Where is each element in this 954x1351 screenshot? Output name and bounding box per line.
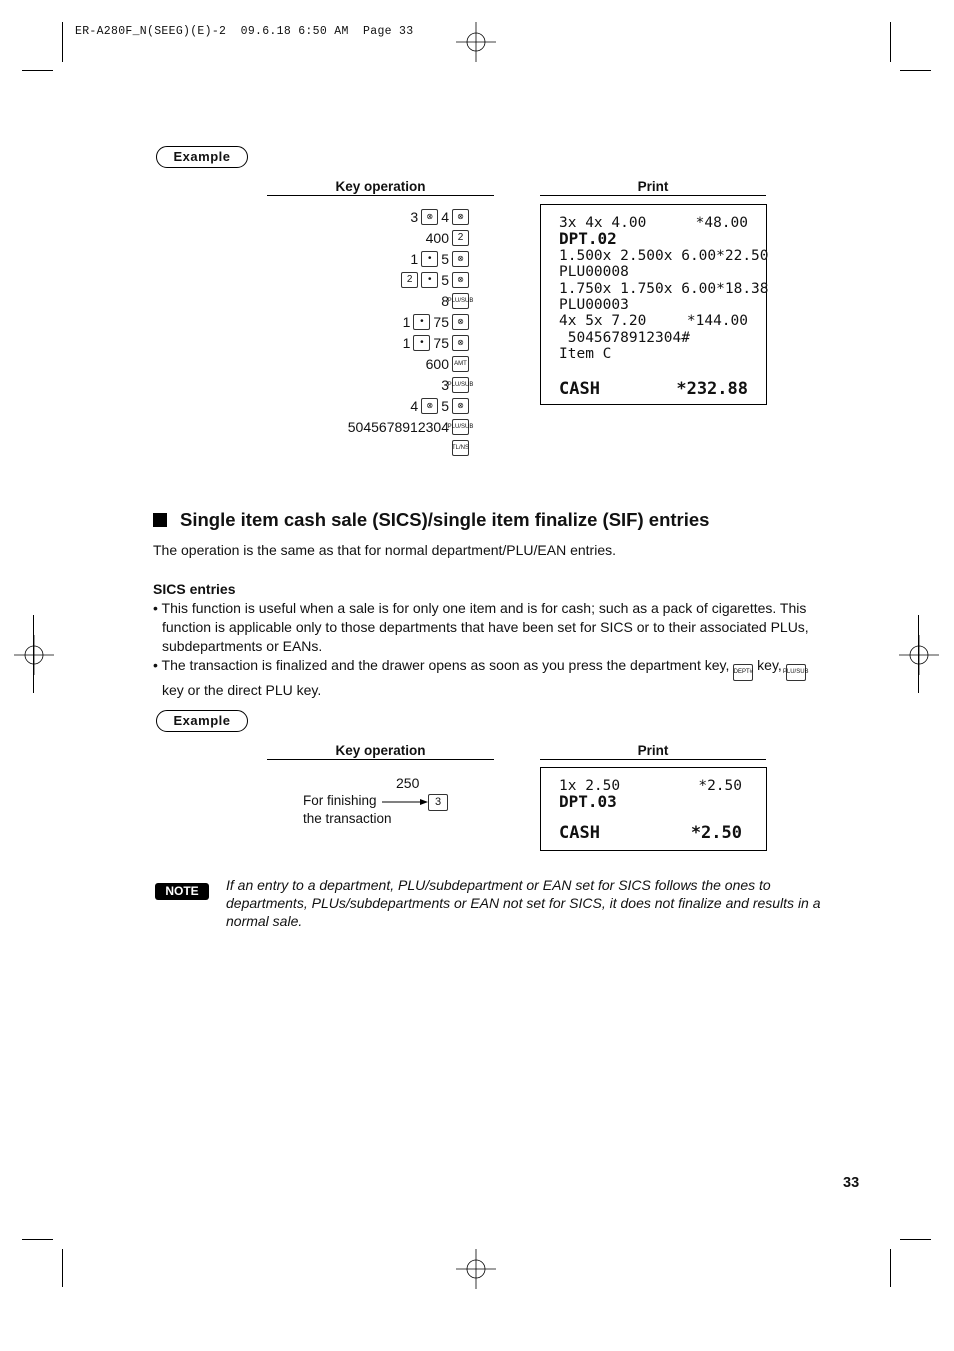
receipt-line-left: 1x 2.50 — [559, 778, 621, 794]
dept-key-icon: DEPT# — [733, 664, 753, 681]
multiply-key-icon: ⊗ — [452, 398, 469, 414]
key-row — [348, 227, 469, 248]
receipt-line — [559, 264, 748, 280]
register-key: PLU/SUB — [452, 293, 469, 309]
register-key: PLU/SUB — [452, 419, 469, 435]
section-title: Single item cash sale (SICS)/single item finalize (SIF) entries — [180, 509, 710, 530]
key-digits: 400 — [425, 229, 449, 246]
receipt-line-right: *144.00 — [686, 313, 748, 330]
key-row — [348, 248, 469, 269]
receipt-line-right: *18.38 — [716, 280, 769, 297]
key-row — [348, 395, 469, 416]
print-title-2: Print — [637, 743, 669, 758]
receipt-line-left: DPT.03 — [559, 792, 617, 812]
receipt-line-left: DPT.02 — [559, 229, 617, 249]
key-row — [348, 269, 469, 290]
print-rule-2 — [540, 759, 766, 760]
receipt-line-left: PLU00008 — [559, 264, 629, 281]
receipt-line — [559, 247, 769, 264]
receipt-line-left: PLU00003 — [559, 297, 629, 314]
receipt-line-left: 1.750x 1.750x 6.00 — [559, 280, 717, 297]
crop-line-right — [918, 615, 919, 693]
key-digits: 1 — [402, 313, 411, 330]
receipt-line-left: 3x 4x 4.00 — [559, 215, 647, 231]
registration-mark-right — [899, 635, 939, 675]
register-key: TL/NS — [452, 440, 469, 456]
key-digits: 5045678912304 — [347, 418, 449, 435]
registration-mark-left — [14, 635, 54, 675]
receipt-line-left: 5045678912304# — [559, 329, 690, 346]
key-operation-rule-2 — [267, 759, 494, 760]
sics-subheading: SICS entries — [153, 581, 236, 597]
key-row — [348, 332, 469, 353]
receipt-lines — [559, 778, 742, 811]
register-key: 2 — [452, 230, 469, 246]
receipt-line-left: 4x 5x 7.20 — [559, 313, 647, 330]
key-digits: 5 — [441, 397, 449, 414]
receipt-line-left: 1.500x 2.500x 6.00 — [559, 247, 717, 264]
receipt-2 — [540, 767, 767, 851]
arrow-right-icon — [382, 796, 428, 808]
register-key: PLU/SUB — [452, 377, 469, 393]
finishing-label-line-1: For finishing — [303, 793, 377, 808]
section-bullet-square — [153, 513, 167, 527]
example-badge-1: Example — [156, 146, 248, 168]
key-digits: 4 — [441, 208, 449, 225]
key-digits: 1 — [402, 334, 411, 351]
finishing-label-line-2: the transaction — [303, 811, 392, 826]
multiply-key-icon: ⊗ — [452, 209, 469, 225]
key-digits: 1 — [410, 250, 419, 267]
receipt-line-right: *22.50 — [716, 247, 769, 264]
key-row — [348, 353, 469, 374]
amount-entry: 250 — [396, 775, 420, 791]
key-digits: 75 — [433, 313, 449, 330]
multiply-key-icon: ⊗ — [452, 272, 469, 288]
page-number: 33 — [843, 1175, 860, 1191]
receipt-total-value: *2.50 — [690, 822, 742, 843]
sics-bullet-1: • This function is useful when a sale is for only one item and is for cash; such as a pack of cigarettes. This function is applicable only to those departments that have been set for SICS or to their associated PLUs, subdepartments or EANs. — [153, 600, 809, 654]
dept-3-key: 3 — [428, 794, 448, 811]
key-digits: 3 — [410, 208, 419, 225]
key-digits: 75 — [433, 334, 449, 351]
bullet2-text-b: key, — [757, 657, 782, 673]
multiply-key-icon: ⊗ — [421, 398, 438, 414]
key-digits: 5 — [441, 250, 449, 267]
print-header: ER-A280F_N(SEEG)(E)-2 09.6.18 6:50 AM Page 33 — [75, 25, 414, 38]
receipt-line — [559, 231, 748, 247]
multiply-key-icon: ⊗ — [421, 209, 438, 225]
note-badge: NOTE — [155, 883, 209, 900]
receipt-line — [559, 346, 748, 362]
multiply-key-icon: ⊗ — [452, 335, 469, 351]
receipt-total-label: CASH — [559, 378, 600, 399]
key-operation-title-2: Key operation — [335, 743, 426, 758]
register-key: AMT — [452, 356, 469, 372]
plu-sub-key-icon: PLU/SUB — [786, 664, 806, 681]
key-row — [348, 206, 469, 227]
key-digits: 3 — [441, 376, 449, 393]
section-intro: The operation is the same as that for normal department/PLU/EAN entries. — [153, 542, 617, 558]
receipt-total-1 — [559, 378, 748, 399]
register-key: 2 — [401, 272, 418, 288]
key-operation-rule-1 — [267, 195, 494, 196]
receipt-total-value: *232.88 — [676, 378, 748, 399]
receipt-line — [559, 313, 748, 329]
key-digits: 5 — [441, 271, 449, 288]
receipt-line — [559, 330, 748, 346]
receipt-line-left: Item C — [559, 346, 612, 363]
key-operation-title-1: Key operation — [335, 179, 426, 194]
key-digits: 4 — [410, 397, 419, 414]
registration-mark-top — [456, 22, 496, 62]
bullet2-text-a: • The transaction is finalized and the drawer opens as soon as you press the department key, — [153, 657, 730, 673]
note-text: If an entry to a department, PLU/subdepartment or EAN set for SICS follows the ones to departments, PLUs/subdepartments or EAN not set for SICS, it does not finalize and results in a normal sale. — [226, 877, 821, 929]
receipt-line-right: *2.50 — [698, 778, 742, 794]
key-row — [348, 374, 474, 395]
receipt-1 — [540, 204, 767, 405]
bullet2-text-c: key or the direct PLU key. — [162, 681, 322, 698]
receipt-line — [559, 297, 748, 313]
multiply-key-icon: ⊗ — [452, 314, 469, 330]
receipt-total-2 — [559, 822, 742, 843]
decimal-key-icon: • — [421, 251, 438, 267]
receipt-line — [559, 794, 742, 810]
registration-mark-bottom — [456, 1249, 496, 1289]
finishing-label — [303, 792, 392, 828]
key-row — [348, 290, 474, 311]
print-rule-1 — [540, 195, 766, 196]
receipt-lines — [559, 215, 769, 363]
key-row — [348, 311, 469, 332]
key-row — [348, 437, 469, 458]
decimal-key-icon: • — [413, 335, 430, 351]
key-digits: 600 — [425, 355, 449, 372]
key-operation-sequence-1 — [347, 206, 474, 458]
key-digits: 8 — [441, 292, 449, 309]
receipt-line-right: *48.00 — [695, 215, 748, 231]
decimal-key-icon: • — [413, 314, 430, 330]
multiply-key-icon: ⊗ — [452, 251, 469, 267]
receipt-line — [559, 280, 769, 297]
example-badge-2: Example — [156, 710, 248, 732]
print-title-1: Print — [637, 179, 669, 194]
receipt-total-label: CASH — [559, 822, 600, 843]
decimal-key-icon: • — [421, 272, 438, 288]
key-row — [347, 416, 474, 437]
crop-line-left — [33, 615, 34, 693]
sics-bullet-2 — [153, 656, 852, 700]
